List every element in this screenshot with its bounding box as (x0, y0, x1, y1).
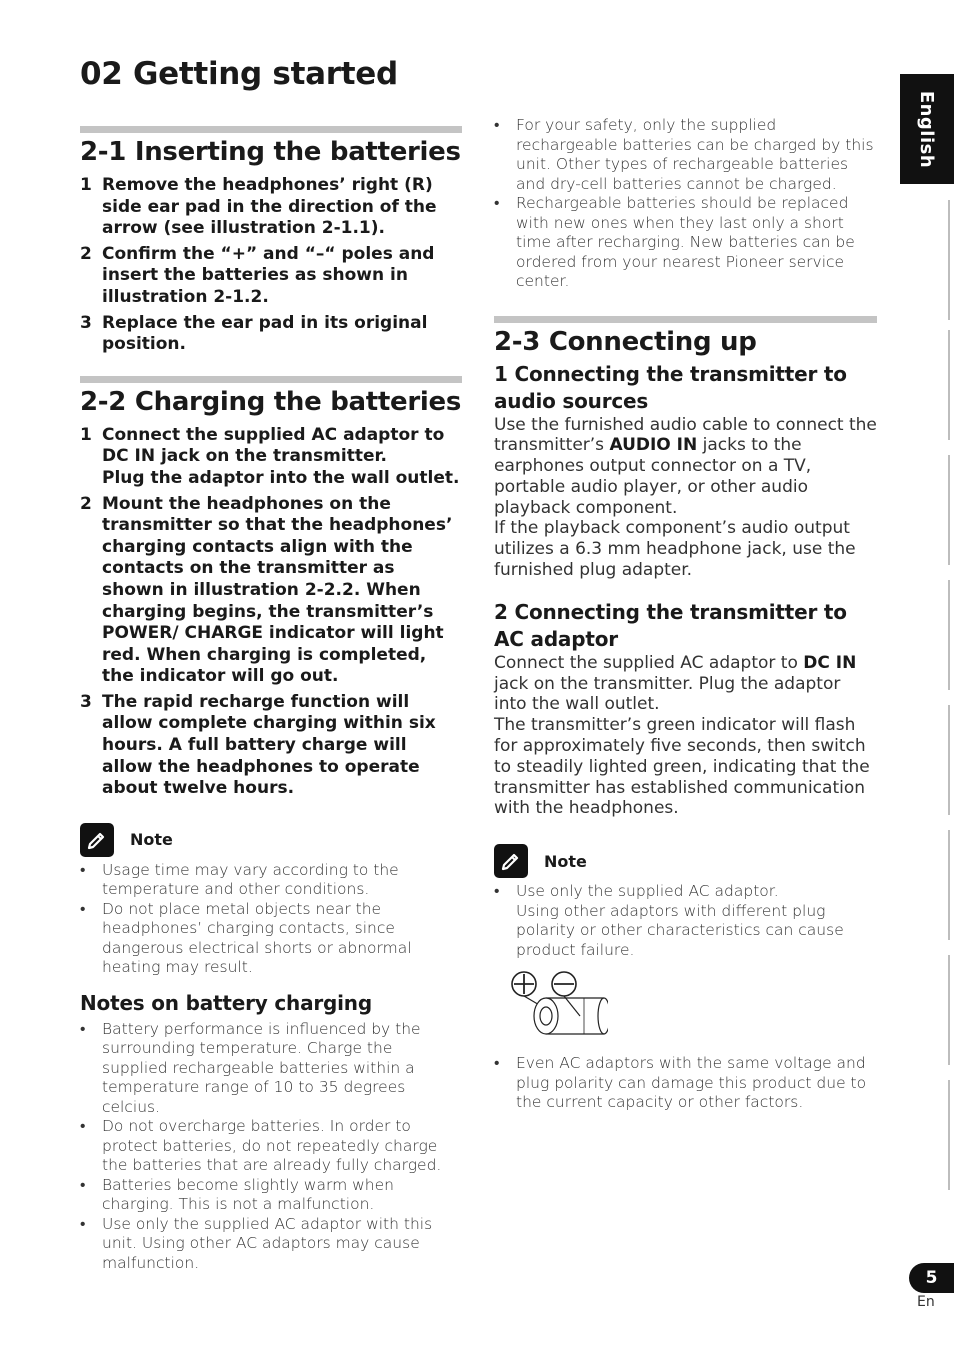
note-header (494, 843, 877, 879)
step-text: Replace the ear pad in its original position. (102, 312, 428, 355)
section-title: 2-1 Inserting the batteries (80, 137, 461, 167)
section-title: 2-2 Charging the batteries (80, 386, 461, 417)
note-item: • Do not place metal objects near the headphones’ charging contacts, since dangerous electrical shorts or abnormal heating may result. (80, 899, 412, 977)
step-item (80, 494, 462, 688)
step-number: 3 (80, 691, 92, 712)
note-header (80, 822, 462, 858)
section-2-1 (80, 126, 462, 356)
section-2-3 (494, 316, 877, 820)
edge-line (948, 455, 950, 565)
polarity-diagram (508, 968, 608, 1046)
left-column (80, 126, 462, 1273)
right-column (494, 116, 877, 1113)
step-text: Remove the headphones’ right (R) side ear pad in the direction of the arrow (see illustration 2-1.1). (102, 175, 437, 239)
edge-line (948, 330, 950, 440)
safety-list (494, 116, 877, 292)
language-tab (900, 74, 954, 184)
paragraph: The transmitter’s green indicator will flash for approximately five seconds, then switch to steadily lighted green, indicating that the transmitter has established communication with the headphones. (494, 715, 870, 819)
paragraph: If the playback component’s audio output utilizes a 6.3 mm headphone jack, use the furnished plug adapter. (494, 518, 856, 581)
edge-line (948, 580, 950, 690)
list-item: • Batteries become slightly warm when charging. This is not a malfunction. (80, 1175, 394, 1214)
note-label: Note (130, 830, 173, 850)
step-text: Plug the adaptor into the wall outlet. (102, 467, 460, 488)
section-rule (80, 376, 462, 383)
list-item: • Rechargeable batteries should be replaced with new ones when they last only a short time after recharging. New batteries can be ordered from your nearest Pioneer service center. (494, 194, 855, 290)
section-rule (494, 316, 877, 323)
step-item (80, 692, 462, 800)
list-item: • Do not overcharge batteries. In order to protect batteries, do not repeatedly charge the batteries that are already fully charged. (80, 1117, 442, 1175)
section-2-2 (80, 376, 462, 800)
paragraph: Use the furnished audio cable to connect the transmitter’s AUDIO IN jacks to the earphones output connector on a TV, portable audio player, or other audio playback component. (494, 414, 877, 518)
step-text: Connect the supplied AC adaptor to DC IN jack on the transmitter. (102, 424, 445, 467)
battery-notes (80, 990, 462, 1274)
page-number-badge: 5 (909, 1263, 954, 1293)
step-list (80, 175, 462, 356)
language-tab-label: English (916, 90, 938, 168)
note-block (494, 843, 877, 1113)
subsection-title: 1 Connecting the transmitter to audio sources (494, 361, 847, 413)
step-list (80, 425, 462, 800)
note-list (494, 882, 877, 960)
step-number: 3 (80, 312, 92, 333)
step-number: 2 (80, 243, 92, 264)
page-language-code: En (917, 1294, 935, 1310)
edge-line (948, 200, 950, 320)
step-number: 2 (80, 493, 92, 514)
step-item (80, 425, 462, 490)
edge-line (948, 955, 950, 1065)
paragraph: Connect the supplied AC adaptor to DC IN jack on the transmitter. Plug the adaptor into the wall outlet. (494, 652, 857, 715)
note-item: • Even AC adaptors with the same voltage and plug polarity can damage this product due to the current capacity or other factors. (494, 1054, 867, 1112)
list-item: • For your safety, only the supplied rechargeable batteries can be charged by this unit. Other types of rechargeable batteries and dry-cell batteries cannot be charged. (494, 116, 874, 193)
note-pencil-icon (494, 844, 528, 878)
section-title: 2-3 Connecting up (494, 326, 757, 357)
note-label: Note (544, 851, 587, 871)
step-number: 1 (80, 424, 92, 445)
subsection-title: 2 Connecting the transmitter to AC adaptor (494, 599, 847, 651)
note-item: • Usage time may vary according to the temperature and other conditions. (80, 860, 399, 899)
step-text: Mount the headphones on the transmitter so that the headphones’ charging contacts align with the contacts on the transmitter as shown in illustration 2-2.2. When charging begins, the transmitter’s POWER/ CHARGE indicator will light red. When charging is completed, the indicator will go out. (102, 493, 453, 687)
step-text: The rapid recharge function will allow complete charging within six hours. A full battery charge will allow the headphones to operate about twelve hours. (102, 691, 436, 799)
step-text: Confirm the “+” and “–“ poles and insert the batteries as shown in illustration 2-1.2. (102, 243, 435, 307)
battery-notes-list (80, 1020, 462, 1274)
list-item: • Battery performance is influenced by the surrounding temperature. Charge the supplied rechargeable batteries within a temperature range of 10 to 35 degrees celcius. (80, 1019, 421, 1116)
note-list (80, 861, 462, 978)
step-item (80, 313, 462, 356)
step-number: 1 (80, 175, 92, 195)
step-item (80, 175, 462, 240)
edge-line (948, 1080, 950, 1190)
note-block (80, 822, 462, 978)
section-rule (80, 126, 462, 133)
page-title: 02 Getting started (80, 56, 398, 92)
edge-line (948, 705, 950, 815)
edge-line (948, 830, 950, 940)
list-item: • Use only the supplied AC adaptor with this unit. Using other AC adaptors may cause malfunction. (80, 1214, 433, 1272)
note-pencil-icon (80, 823, 114, 857)
step-item (80, 244, 462, 309)
note-item: • Use only the supplied AC adaptor. Using other adaptors with different plug polarity or other characteristics can cause product failure. (494, 882, 844, 959)
note-list (494, 1054, 877, 1113)
subsection-title: Notes on battery charging (80, 990, 372, 1015)
